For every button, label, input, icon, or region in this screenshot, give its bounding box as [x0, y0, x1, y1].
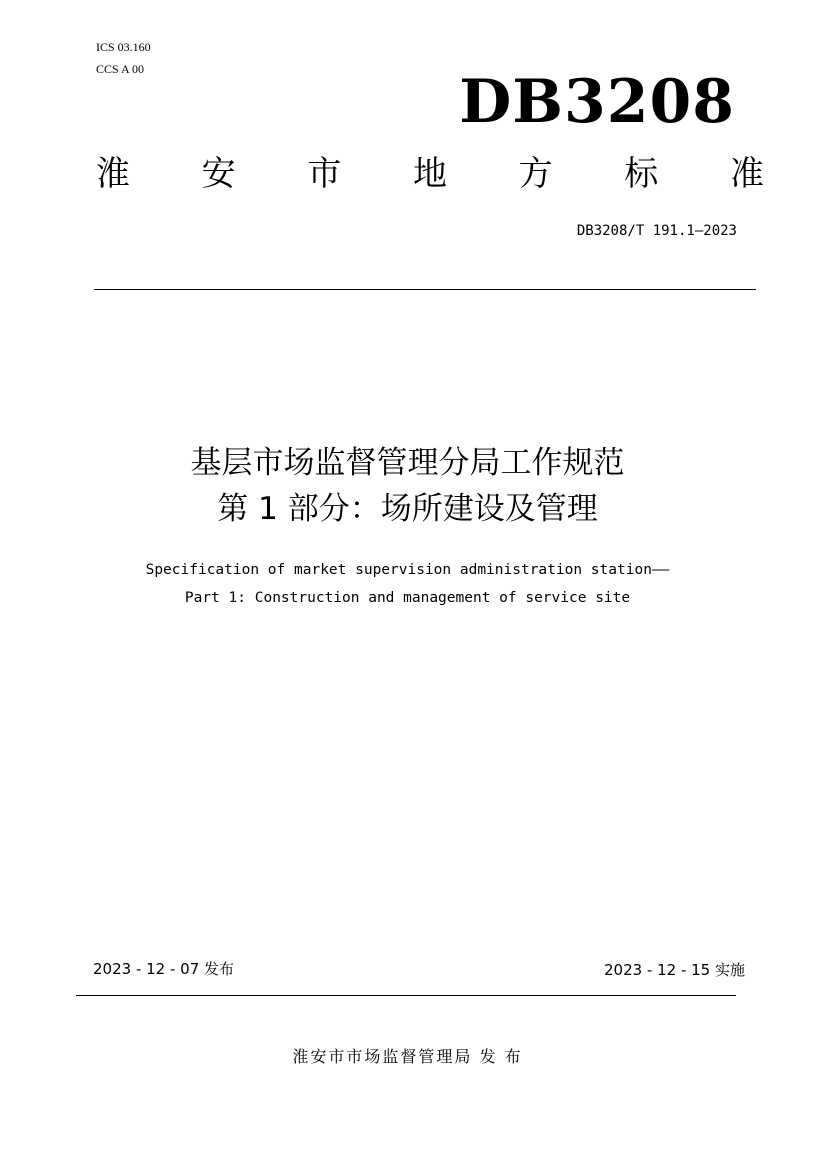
standard-type-char: 淮: [96, 154, 130, 194]
title-en-line1: Specification of market supervision administration station——: [145, 562, 670, 578]
publish-date: 2023 - 12 - 07 发布: [93, 960, 235, 978]
standard-type-char: 准: [729, 154, 764, 194]
ccs-code: CCS A 00: [96, 62, 145, 76]
ics-code: ICS 03.160: [96, 40, 151, 54]
standard-type-char: 方: [518, 154, 553, 194]
standard-type-char: 市: [307, 154, 342, 194]
db-logo: DB3208: [459, 67, 735, 137]
title-en-line2: Part 1: Construction and management of service site: [184, 590, 631, 606]
standard-type-char: 地: [412, 154, 447, 194]
implement-date: 2023 - 12 - 15 实施: [603, 961, 745, 979]
title-cn-line2: 第 1 部分：场所建设及管理: [217, 491, 598, 527]
issuer: 淮安市市场监督管理局 发 布: [292, 1047, 523, 1066]
standard-type-char: 安: [201, 154, 236, 194]
bottom-divider: [76, 995, 736, 996]
standard-type-char: 标: [624, 154, 659, 194]
top-divider: [94, 289, 756, 290]
standard-code: DB3208/T 191.1—2023: [576, 223, 737, 239]
standard-type-title: [96, 154, 764, 194]
title-cn-line1: 基层市场监督管理分局工作规范: [190, 445, 625, 481]
